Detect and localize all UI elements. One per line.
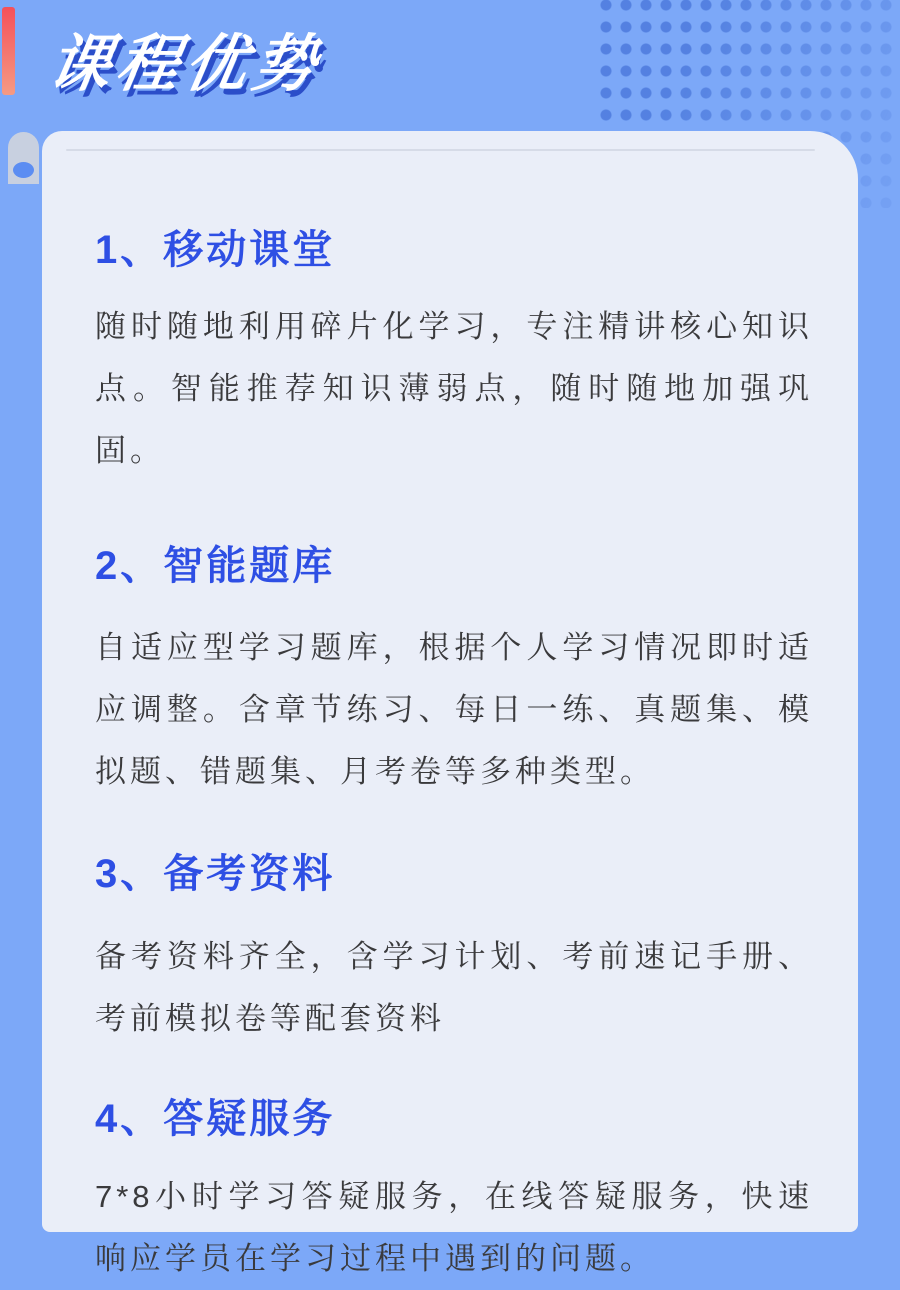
red-accent-bar: [2, 7, 15, 95]
section-heading: 3、备考资料: [95, 852, 336, 896]
content-card: [42, 131, 858, 1276]
section-heading: 1、移动课堂: [95, 228, 336, 272]
advantage-section-4: [95, 1095, 813, 1290]
card-top-divider: [66, 149, 815, 151]
section-heading: 2、智能题库: [95, 544, 336, 588]
capsule-dot: [13, 162, 34, 178]
section-body: 备考资料齐全，含学习计划、考前速记手册、考前模拟卷等配套资料: [95, 939, 813, 1036]
section-body: 自适应型学习题库，根据个人学习情况即时适应调整。含章节练习、每日一练、真题集、模拟题、错题集、月考卷等多种类型。: [95, 630, 813, 789]
section-body: 随时随地利用碎片化学习，专注精讲核心知识点。智能推荐知识薄弱点，随时随地加强巩固。: [95, 309, 813, 468]
page-title: 课程优势: [42, 30, 328, 99]
section-heading: 4、答疑服务: [95, 1097, 336, 1141]
bookmark-capsule: [8, 132, 39, 184]
advantage-section-1: [95, 226, 813, 482]
advantage-section-3: [95, 850, 813, 1050]
section-body: 7*8小时学习答疑服务，在线答疑服务，快速响应学员在学习过程中遇到的问题。: [95, 1179, 813, 1276]
advantage-section-2: [95, 542, 813, 803]
